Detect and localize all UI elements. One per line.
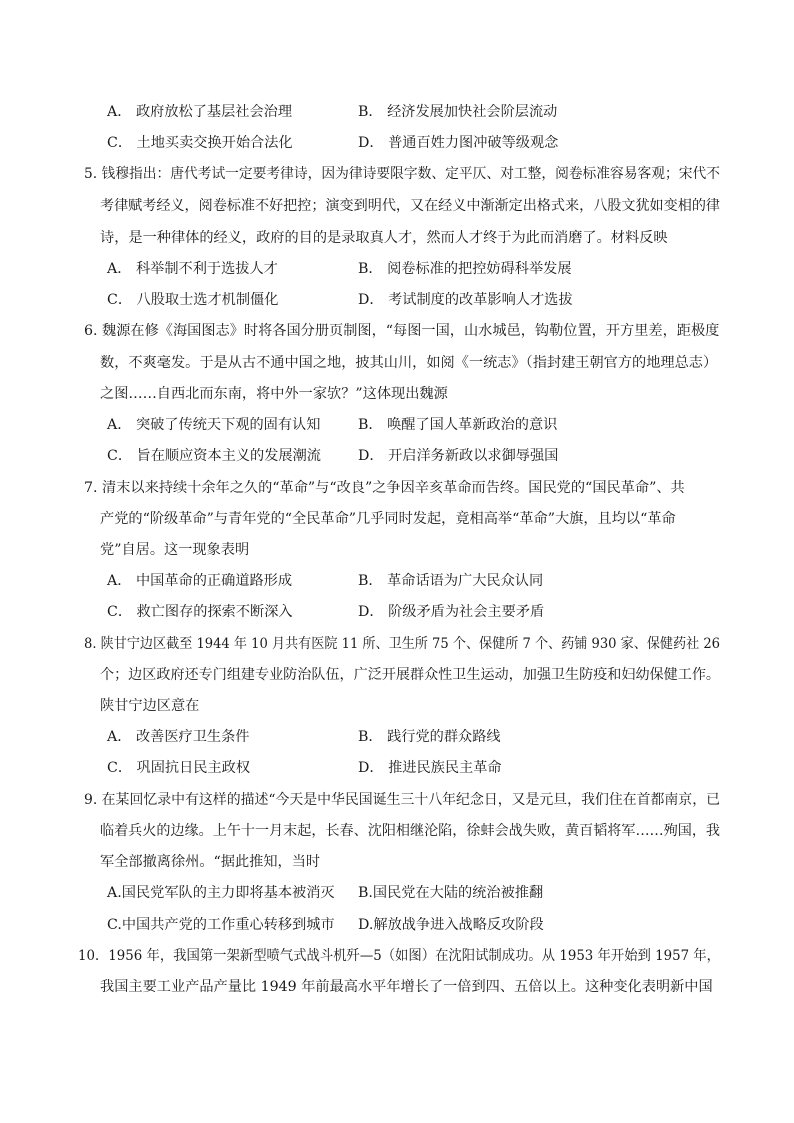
q6-option-b: B． 唤醒了国人革新政治的意识 [358,417,558,433]
q8-stem-line-1: 8. 陕甘宁边区截至 1944 年 10 月共有医院 11 所、卫生所 75 个、保健所 7 个、药铺 930 家、保健药社 26 [84,636,721,652]
q6-option-d: D． 开启洋务新政以求御辱强国 [358,448,559,464]
q8-option-c: C． 巩固抗日民主政权 [107,760,251,776]
q5-stem-line-1: 5. 钱穆指出：唐代考试一定要考律诗，因为律诗要限字数、定平仄、对工整，阅卷标准容易客观；宋代不 [84,166,721,182]
q8-option-b: B． 践行党的群众路线 [358,729,501,745]
q6-option-c: C． 旨在顺应资本主义的发展潮流 [107,448,321,464]
q4-option-c: C． 土地买卖交换开始合法化 [107,135,293,151]
q8-stem-line-3: 陕甘宁边区意在 [100,698,200,714]
q5-stem-line-3: 诗，是一种律体的经义，政府的目的是录取真人才，然而人才终于为此而消磨了。材料反映 [100,230,668,246]
q5-option-c: C． 八股取士选才机制僵化 [107,292,279,308]
q10-stem-line-1: 10．1956 年，我国第一架新型喷气式战斗机歼—5（如图）在沈阳试制成功。从 1953 年开始到 1957 年， [78,948,720,964]
q6-stem-line-2: 数，不爽毫发。于是从古不通中国之地，披其山川，如阅《一统志》（指封建王朝官方的地理总志） [100,355,718,371]
q7-option-d: D． 阶级矛盾为社会主要矛盾 [358,604,545,620]
q10-stem-line-2: 我国主要工业产品产量比 1949 年前最高水平年增长了一倍到四、五倍以上。这种变化表明新中国 [100,979,713,995]
q4-option-b: B． 经济发展加快社会阶层流动 [358,104,558,120]
q4-option-a: A． 政府放松了基层社会治理 [107,104,293,120]
q9-stem-line-2: 临着兵火的边缘。上午十一月末起，长春、沈阳相继沦陷，徐蚌会战失败，黄百韬将军……殉国，我 [100,823,721,839]
q6-option-a: A． 突破了传统天下观的固有认知 [107,417,321,433]
q7-stem-line-1: 7. 清末以来持续十余年之久的“革命”与“改良”之争因辛亥革命而告终。国民党的“国民革命”、共 [84,480,685,496]
q9-option-c: C.中国共产党的工作重心转移到城市 [107,917,335,933]
q5-stem-line-2: 考律赋考经义，阅卷标准不好把控；演变到明代，又在经义中渐渐定出格式来，八股文犹如变相的律 [100,198,721,214]
q8-option-d: D． 推进民族民主革命 [358,760,502,776]
q9-option-a: A.国民党军队的主力即将基本被消灭 [107,885,335,901]
q7-stem-line-3: 党”自居。这一现象表明 [100,542,250,558]
q9-stem-line-3: 军全部撤离徐州。“据此推知，当时 [100,854,321,870]
q5-option-d: D． 考试制度的改革影响人才选拔 [358,292,573,308]
q9-option-b: B.国民党在大陆的统治被推翻 [358,885,544,901]
q8-stem-line-2: 个；边区政府还专门组建专业防治队伍，广泛开展群众性卫生运动，加强卫生防疫和妇幼保健工作。 [100,667,721,683]
q5-option-a: A． 科举制不利于选拔人才 [107,261,278,277]
q7-stem-line-2: 产党的“阶级革命”与青年党的“全民革命”几乎同时发起，竟相高举“革命”大旗，且均以“革命 [100,511,676,527]
q6-stem-line-3: 之图……自西北而东南，将中外一家欤？”这体现出魏源 [100,386,448,402]
q5-option-b: B． 阅卷标准的把控妨碍科举发展 [358,261,572,277]
q9-stem-line-1: 9. 在某回忆录中有这样的描述“今天是中华民国诞生三十八年纪念日，又是元旦，我们住在首都南京，已 [84,792,720,808]
q7-option-b: B． 革命话语为广大民众认同 [358,573,544,589]
q8-option-a: A． 改善医疗卫生条件 [107,729,250,745]
q7-option-a: A． 中国革命的正确道路形成 [107,573,293,589]
q4-option-d: D． 普通百姓力图冲破等级观念 [358,135,559,151]
q7-option-c: C． 救亡图存的探索不断深入 [107,604,293,620]
q9-option-d: D.解放战争进入战略反攻阶段 [358,917,544,933]
q6-stem-line-1: 6. 魏源在修《海国图志》时将各国分册页制图，“每图一国，山水城邑，钩勒位置，开方里差，距极度 [84,323,720,339]
